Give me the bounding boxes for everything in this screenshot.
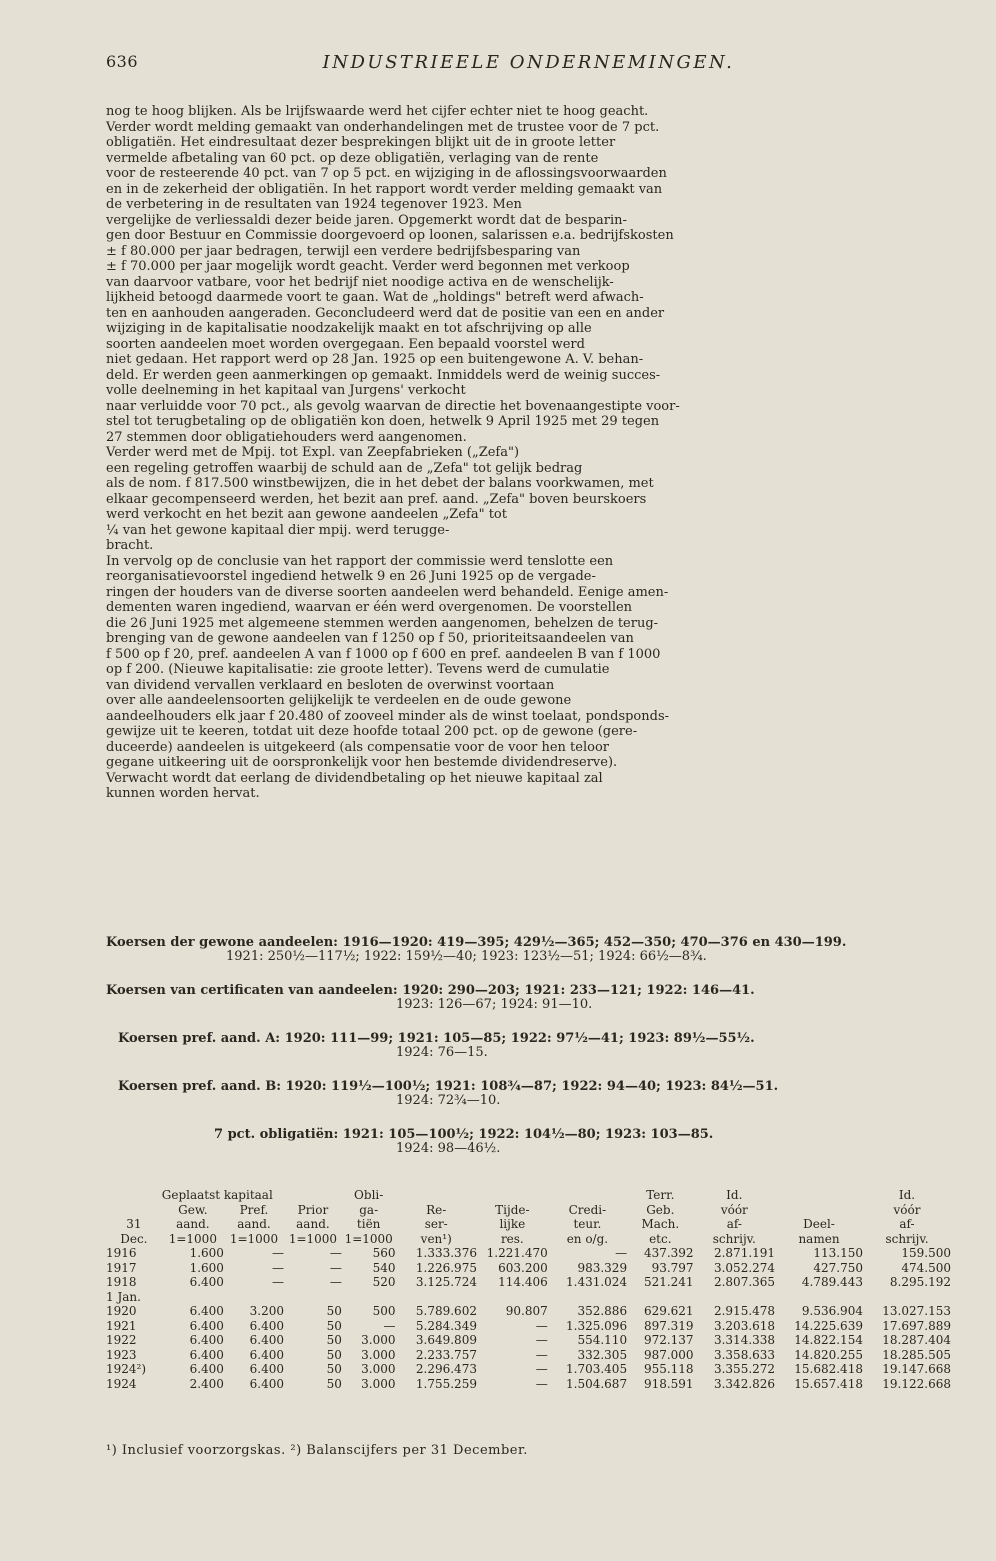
quote-spacer — [106, 1108, 951, 1128]
table-cell: 1920 — [106, 1304, 137, 1318]
table-cell: 3.649.809 — [415, 1333, 477, 1347]
table-cell: 6.400 — [249, 1376, 284, 1391]
table-header-cell — [548, 1188, 627, 1203]
table-header-cell: schrijv. — [885, 1231, 929, 1246]
body-line: kunnen worden hervat. — [106, 786, 260, 801]
body-line: van dividend vervallen verklaard en besloten de overwinst voortaan — [106, 677, 555, 693]
table-cell: — — [535, 1376, 548, 1391]
quote-line-continued: 1924: 76—15. — [396, 1045, 488, 1060]
table-row — [106, 1290, 951, 1305]
table-cell: 5.284.349 — [415, 1318, 477, 1333]
table-header-cell: Obli- — [354, 1188, 384, 1202]
table-header-cell: Tijde- — [495, 1202, 530, 1217]
table-header-cell: Deel- — [803, 1217, 835, 1231]
table-cell: 1.600 — [189, 1260, 224, 1275]
table-cell: 18.287.404 — [882, 1333, 951, 1347]
table-cell: 1922 — [106, 1333, 137, 1347]
table-cell: 437.392 — [643, 1246, 694, 1260]
table-cell: 4.789.443 — [801, 1275, 863, 1289]
page-number: 636 — [106, 52, 139, 71]
quote-line: Koersen van certificaten van aandeelen: 1920: 290—203; 1921: 233—121; 1922: 146—41. — [106, 983, 755, 998]
table-cell: 14.820.255 — [794, 1347, 863, 1362]
table-cell: 15.682.418 — [794, 1362, 863, 1376]
table-cell — [694, 1290, 775, 1305]
body-line: werd verkocht en het bezit aan gewone aandeelen „Zefa" tot — [106, 507, 507, 522]
body-line: deld. Er werden geen aanmerkingen op gemaakt. Inmiddels werd de weinig succes- — [106, 367, 661, 383]
table-header-cell: Geb. — [646, 1202, 675, 1217]
body-line: gewijze uit te keeren, totdat uit deze hoofde totaal 200 pct. op de gewone (gere- — [106, 724, 638, 739]
table-cell: 3.203.618 — [713, 1318, 776, 1333]
table-header-cell: Dec. — [120, 1231, 148, 1246]
table-cell: 520 — [372, 1275, 396, 1289]
table-cell: 1.504.687 — [566, 1376, 628, 1391]
table-cell: 6.400 — [189, 1318, 224, 1333]
table-header-cell: 1=1000 — [344, 1231, 393, 1246]
table-header-cell: etc. — [649, 1231, 672, 1246]
body-line: duceerde) aandeelen is uitgekeerd (als compensatie voor de voor hen teloor — [106, 739, 609, 755]
table-cell: 3.000 — [361, 1376, 396, 1391]
quote-spacer — [106, 964, 951, 984]
table-cell: 2.400 — [189, 1376, 224, 1391]
table-cell: 50 — [326, 1304, 342, 1318]
body-line: In vervolg op de conclusie van het rapport der commissie werd tenslotte een — [106, 553, 614, 569]
table-cell: 6.400 — [249, 1347, 284, 1362]
table-cell: — — [271, 1260, 284, 1275]
table-cell: 3.000 — [361, 1362, 396, 1376]
table-cell: 3.355.272 — [713, 1362, 776, 1376]
table-cell: — — [535, 1318, 548, 1333]
body-line: die 26 Juni 1925 met algemeene stemmen werden aangenomen, behelzen de terug- — [106, 615, 659, 631]
table-cell: 159.500 — [901, 1246, 951, 1260]
body-line: ¼ van het gewone kapitaal dier mpij. werd terugge- — [106, 522, 450, 538]
table-cell: 3.000 — [361, 1333, 396, 1347]
table-cell: 3.000 — [361, 1347, 396, 1362]
page-header — [106, 52, 951, 82]
table-cell — [627, 1290, 693, 1305]
body-line: en in de zekerheid der obligatiën. In het rapport wordt verder melding gemaakt van — [106, 181, 663, 197]
table-header-cell: 1=1000 — [288, 1231, 338, 1246]
body-line: voor de resteerende 40 pct. van 7 op 5 pct. en wijziging in de aflossingsvoorwaarden — [106, 166, 667, 181]
table-cell: 6.400 — [189, 1333, 224, 1347]
quote-line: 7 pct. obligatiën: 1921: 105—100½; 1922: 104½—80; 1923: 103—85. — [214, 1127, 714, 1142]
table-header-cell: 1=1000 — [229, 1231, 279, 1246]
table-cell: 603.200 — [498, 1260, 548, 1275]
table-cell: 14.822.154 — [794, 1333, 863, 1347]
table-cell: 18.285.505 — [882, 1347, 951, 1362]
body-line: Verder wordt melding gemaakt van onderhandelingen met de trustee voor de 7 pct. — [106, 119, 660, 135]
table-header-cell: Mach. — [641, 1217, 680, 1231]
table-cell — [477, 1290, 548, 1305]
table-cell: 5.789.602 — [415, 1304, 477, 1318]
table-cell: 1.755.259 — [415, 1376, 477, 1391]
body-line: naar verluidde voor 70 pct., als gevolg waarvan de directie het bovenaangestipte voor- — [106, 398, 680, 414]
table-cell: 332.305 — [577, 1347, 628, 1362]
table-header-cell: Prior — [297, 1202, 329, 1217]
body-line: brenging van de gewone aandeelen van f 1250 op f 50, prioriteitsaandeelen van — [106, 631, 634, 646]
quote-line-continued: 1924: 98—46½. — [396, 1141, 501, 1156]
table-header-cell: Pref. — [239, 1202, 269, 1217]
table-cell: 3.125.724 — [415, 1275, 477, 1289]
body-line: vergelijke de verliessaldi dezer beide jaren. Opgemerkt wordt dat de besparin- — [106, 212, 627, 228]
table-cell: 50 — [326, 1347, 342, 1362]
quote-line-continued: 1923: 126—67; 1924: 91—10. — [396, 997, 593, 1012]
table-row — [106, 1246, 951, 1261]
table-cell: 50 — [326, 1376, 342, 1391]
table-cell — [162, 1290, 224, 1305]
table-cell: 352.886 — [577, 1304, 628, 1318]
table-cell: 987.000 — [643, 1347, 694, 1362]
table-cell: 1.325.096 — [566, 1318, 628, 1333]
table-header-cell — [106, 1203, 162, 1218]
table-cell: 50 — [326, 1333, 342, 1347]
table-header-cell: Credi- — [568, 1202, 607, 1217]
table-header-cell: af- — [899, 1217, 915, 1231]
table-cell: 1 Jan. — [106, 1289, 141, 1304]
table-header-cell — [106, 1188, 162, 1203]
body-line: dementen waren ingediend, waarvan er één werd overgenomen. De voorstellen — [106, 600, 633, 615]
table-header-cell: schrijv. — [712, 1231, 756, 1246]
table-cell: 897.319 — [643, 1318, 694, 1333]
body-line: een regeling getroffen waarbij de schuld aan de „Zefa" tot gelijk bedrag — [106, 460, 583, 476]
running-title: INDUSTRIEELE ONDERNEMINGEN. — [322, 52, 735, 73]
quote-line: Koersen pref. aand. B: 1920: 119½—100½; 1921: 108¾—87; 1922: 94—40; 1923: 84½—51. — [118, 1079, 779, 1094]
table-cell: — — [329, 1246, 342, 1260]
table-cell: 6.400 — [249, 1362, 284, 1376]
body-line: elkaar gecompenseerd werden, het bezit aan pref. aand. „Zefa" boven beurskoers — [106, 491, 647, 507]
table-cell: 629.621 — [643, 1304, 694, 1318]
table-cell: 6.400 — [249, 1318, 284, 1333]
table-cell: 3.052.274 — [713, 1260, 776, 1275]
table-header-cell: lijke — [499, 1217, 526, 1231]
body-line: Verder werd met de Mpij. tot Expl. van Zeepfabrieken („Zefa") — [106, 445, 520, 460]
table-cell: 3.200 — [249, 1304, 284, 1318]
table-cell: 50 — [326, 1362, 342, 1376]
body-line: Verwacht wordt dat eerlang de dividendbetaling op het nieuwe kapitaal zal — [106, 770, 603, 786]
table-header-cell — [775, 1188, 863, 1203]
table-cell: 1923 — [106, 1347, 137, 1362]
table-header-cell — [284, 1188, 342, 1203]
table-cell: 1.600 — [189, 1246, 224, 1260]
body-line: f 500 op f 20, pref. aandeelen A van f 1000 op f 600 en pref. aandeelen B van f 1000 — [106, 646, 661, 662]
table-header-cell: res. — [500, 1231, 524, 1246]
table-cell: 1917 — [106, 1260, 137, 1275]
table-cell: 14.225.639 — [794, 1318, 863, 1333]
table-row — [106, 1333, 951, 1348]
table-cell: 560 — [372, 1246, 396, 1260]
price-quotations — [106, 936, 951, 1156]
table-header-cell: af- — [726, 1217, 742, 1231]
table-row — [106, 1275, 951, 1290]
table-cell: 6.400 — [189, 1304, 224, 1318]
table-cell: 1924²) — [106, 1362, 147, 1376]
table-cell: 6.400 — [189, 1275, 224, 1289]
table-cell: 427.750 — [813, 1260, 863, 1275]
table-cell: 6.400 — [189, 1362, 224, 1376]
table-cell: — — [271, 1246, 284, 1260]
table-cell: 2.296.473 — [415, 1362, 477, 1376]
table-cell: 2.915.478 — [713, 1304, 776, 1318]
body-line: bracht. — [106, 538, 154, 553]
table-cell: — — [615, 1246, 628, 1260]
table-header-cell: tiën — [356, 1217, 381, 1231]
body-line: reorganisatievoorstel ingediend hetwelk 9 en 26 Juni 1925 op de vergade- — [106, 569, 596, 584]
table-cell: — — [535, 1362, 548, 1376]
table-header-cell: namen — [798, 1231, 840, 1246]
body-line: ringen der houders van de diverse soorten aandeelen werd behandeld. Eenige amen- — [106, 584, 669, 600]
table-header-cell — [395, 1188, 476, 1203]
table-header-cell: ga- — [359, 1202, 379, 1217]
table-cell: — — [271, 1275, 284, 1289]
table-cell: 3.314.338 — [713, 1333, 776, 1347]
table-header-cell: Geplaatst kapitaal — [161, 1188, 273, 1202]
table-cell: 50 — [326, 1318, 342, 1333]
table-header-cell: ven¹) — [420, 1231, 452, 1246]
table-cell: 972.137 — [643, 1333, 694, 1347]
table-row — [106, 1377, 951, 1392]
table-cell — [775, 1290, 863, 1305]
table-cell: 6.400 — [249, 1333, 284, 1347]
body-line: lijkheid betoogd daarmede voort te gaan. Wat de „holdings" betreft werd afwach- — [106, 290, 644, 305]
body-line: van daarvoor vatbare, voor het bedrijf niet noodige activa en de wenschelijk- — [106, 274, 614, 290]
table-cell: 9.536.904 — [801, 1304, 863, 1318]
financial-table — [106, 1188, 951, 1391]
table-cell: 93.797 — [651, 1260, 694, 1275]
body-line: obligatiën. Het eindresultaat dezer besprekingen blijkt uit de in groote letter — [106, 135, 616, 150]
table-cell: 19.122.668 — [882, 1376, 951, 1391]
table-cell: 955.118 — [643, 1362, 694, 1376]
table-cell: 474.500 — [901, 1260, 951, 1275]
body-line: op f 200. (Nieuwe kapitalisatie: zie groote letter). Tevens werd de cumulatie — [106, 662, 610, 677]
table-header-row — [106, 1203, 951, 1218]
table-row — [106, 1362, 951, 1377]
table-cell — [342, 1290, 396, 1305]
body-line: 27 stemmen door obligatiehouders werd aangenomen. — [106, 429, 467, 445]
table-cell: 90.807 — [505, 1304, 548, 1318]
body-line: nog te hoog blijken. Als be lrijfswaarde werd het cijfer echter niet te hoog geacht. — [106, 104, 649, 119]
table-cell: — — [535, 1333, 548, 1347]
table-cell: 521.241 — [643, 1275, 694, 1289]
table-cell: 918.591 — [643, 1376, 694, 1391]
table-cell: 1921 — [106, 1318, 137, 1333]
table-cell: 8.295.192 — [889, 1275, 951, 1289]
body-line: de verbetering in de resultaten van 1924 tegenover 1923. Men — [106, 197, 522, 212]
table-header-cell: vóór — [720, 1202, 748, 1217]
table-cell — [395, 1290, 476, 1305]
quote-line-continued: 1921: 250½—117½; 1922: 159½—40; 1923: 123½—51; 1924: 66½—8¾. — [226, 949, 707, 964]
table-header-row — [106, 1232, 951, 1247]
quote-spacer — [106, 1060, 951, 1080]
table-cell: 554.110 — [577, 1333, 628, 1347]
footnote: ¹) Inclusief voorzorgskas. ²) Balanscijfers per 31 December. — [106, 1443, 528, 1458]
body-line: ± f 70.000 per jaar mogelijk wordt geacht. Verder werd begonnen met verkoop — [106, 259, 630, 274]
body-line: soorten aandeelen moet worden overgegaan. Een bepaald voorstel werd — [106, 336, 585, 352]
table-header-row — [106, 1188, 951, 1203]
table-cell: 2.871.191 — [713, 1246, 776, 1260]
table-cell: 17.697.889 — [882, 1318, 951, 1333]
table-header-cell: ser- — [424, 1217, 448, 1231]
table-header-cell: Re- — [426, 1202, 447, 1217]
table-header-cell: Gew. — [178, 1202, 208, 1217]
table-cell: 1.431.024 — [566, 1275, 628, 1289]
table-header-cell — [775, 1203, 863, 1218]
table-header-row — [106, 1217, 951, 1232]
table-cell: 1.226.975 — [415, 1260, 477, 1275]
table-header-cell: aand. — [296, 1217, 330, 1231]
quote-line: Koersen pref. aand. A: 1920: 111—99; 1921: 105—85; 1922: 97½—41; 1923: 89½—55½. — [118, 1031, 755, 1046]
table-cell: — — [535, 1347, 548, 1362]
quote-line-continued: 1924: 72¾—10. — [396, 1093, 501, 1108]
table-header-cell: aand. — [176, 1217, 210, 1231]
body-line: niet gedaan. Het rapport werd op 28 Jan. 1925 op een buitengewone A. V. behan- — [106, 352, 644, 367]
table-header-cell — [477, 1188, 548, 1203]
table-cell — [284, 1290, 342, 1305]
table-header-cell: 31 — [126, 1217, 142, 1231]
table-cell — [863, 1290, 951, 1305]
table-cell: 3.342.826 — [713, 1376, 776, 1391]
body-line: wijziging in de kapitalisatie noodzakelijk maakt en tot afschrijving op alle — [106, 321, 592, 336]
table-header-cell: teur. — [573, 1217, 602, 1231]
body-line: aandeelhouders elk jaar f 20.480 of zooveel minder als de winst toelaat, pondsponds- — [106, 708, 670, 724]
body-line: gen door Bestuur en Commissie doorgevoerd op loonen, salarissen e.a. bedrijfskosten — [106, 228, 674, 243]
table-cell: 1924 — [106, 1376, 137, 1391]
table-cell: 113.150 — [813, 1246, 863, 1260]
table-cell: 19.147.668 — [882, 1362, 951, 1376]
table-cell: — — [383, 1318, 396, 1333]
table-cell — [548, 1290, 627, 1305]
table-cell: 2.807.365 — [713, 1275, 776, 1289]
table-cell: 1916 — [106, 1246, 137, 1260]
table-cell: 3.358.633 — [713, 1347, 776, 1362]
table-header-cell: en o/g. — [566, 1231, 609, 1246]
body-line: stel tot terugbetaling op de obligatiën kon doen, hetwelk 9 April 1925 met 29 tegen — [106, 414, 660, 429]
table-cell: 1.333.376 — [415, 1246, 477, 1260]
table-cell: 1.703.405 — [566, 1362, 628, 1376]
table-header-cell: aand. — [237, 1217, 271, 1231]
body-line: volle deelneming in het kapitaal van Jurgens' verkocht — [106, 383, 466, 398]
table-header-cell: Id. — [726, 1188, 743, 1202]
table-cell: 13.027.153 — [882, 1304, 951, 1318]
table-header-cell: 1=1000 — [168, 1231, 217, 1246]
table-cell: 500 — [372, 1304, 396, 1318]
body-line: ten en aanhouden aangeraden. Geconcludeerd werd dat de positie van een en ander — [106, 305, 665, 321]
table-row — [106, 1304, 951, 1319]
table-cell: 114.406 — [498, 1275, 548, 1289]
table-cell: 2.233.757 — [415, 1347, 477, 1362]
table-row — [106, 1319, 951, 1334]
table-cell: 540 — [372, 1260, 396, 1275]
body-line: vermelde afbetaling van 60 pct. op deze obligatiën, verlaging van de rente — [106, 150, 599, 166]
body-line: ± f 80.000 per jaar bedragen, terwijl een verdere bedrijfsbesparing van — [106, 243, 581, 259]
quote-line: Koersen der gewone aandeelen: 1916—1920: 419—395; 429½—365; 452—350; 470—376 en 430—199. — [106, 935, 847, 950]
body-text — [106, 104, 951, 802]
table-cell: 15.657.418 — [794, 1376, 863, 1391]
table-cell: 983.329 — [577, 1260, 628, 1275]
quote-spacer — [106, 1012, 951, 1032]
financial-table-wrapper — [106, 1188, 951, 1391]
table-header-cell: Terr. — [646, 1188, 675, 1202]
table-cell: 6.400 — [189, 1347, 224, 1362]
table-header-cell: vóór — [893, 1202, 921, 1217]
body-line: als de nom. f 817.500 winstbewijzen, die in het debet der balans voorkwamen, met — [106, 476, 654, 491]
table-cell: 1.221.470 — [486, 1246, 548, 1260]
body-line: gegane uitkeering uit de oorspronkelijk voor hen bestemde dividendreserve). — [106, 755, 618, 770]
body-line: over alle aandeelensoorten gelijkelijk te verdeelen en de oude gewone — [106, 693, 572, 708]
table-cell: 1918 — [106, 1275, 137, 1289]
table-row — [106, 1348, 951, 1363]
table-cell — [224, 1290, 284, 1305]
table-cell: — — [329, 1275, 342, 1289]
table-cell: — — [329, 1260, 342, 1275]
table-row — [106, 1261, 951, 1276]
table-header-cell: Id. — [898, 1188, 916, 1202]
